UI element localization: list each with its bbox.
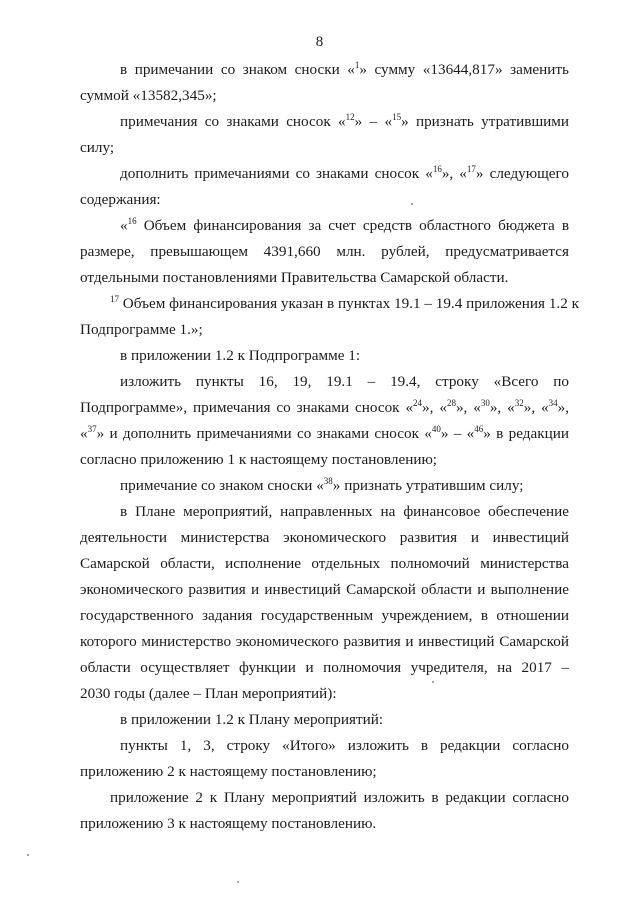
footnote-marker: 40 — [431, 424, 441, 434]
text-segment: Самарской области, исполнение отдельных полномочий министерства — [80, 555, 569, 572]
footnote-marker: 32 — [514, 398, 524, 408]
text-line — [80, 684, 569, 704]
text-segment: в приложении 1.2 к Подпрограмме 1: — [120, 347, 361, 364]
text-segment: Объем финансирования за счет средств областного бюджета в — [136, 217, 569, 234]
text-line — [80, 632, 569, 652]
text-segment: » следующего — [475, 165, 569, 182]
text-segment: деятельности министерства экономического развития и инвестиций — [80, 529, 569, 546]
text-segment: » в редакции — [483, 425, 570, 442]
text-line — [80, 606, 569, 626]
text-segment: » сумму «13644,817» заменить — [359, 61, 569, 78]
text-line — [120, 476, 569, 496]
text-segment: » и дополнить примечаниями со знаками сносок « — [96, 425, 432, 442]
text-segment: » признать утратившими — [401, 113, 570, 130]
text-line — [80, 580, 569, 600]
text-line — [80, 320, 569, 340]
text-segment: », — [557, 399, 569, 416]
footnote-marker: 34 — [548, 398, 558, 408]
text-line — [120, 164, 569, 184]
text-segment: » – « — [440, 425, 475, 442]
text-segment: Подпрограмме», примечания со знаками сносок « — [80, 399, 414, 416]
footnote-marker: 30 — [480, 398, 490, 408]
text-segment: согласно приложению 1 к настоящему постановлению; — [80, 451, 438, 468]
text-segment: в примечании со знаком сноски « — [120, 61, 355, 78]
text-segment: приложение 2 к Плану мероприятий изложить в редакции согласно — [110, 789, 569, 806]
text-segment: 2030 годы (далее – План мероприятий): — [80, 685, 337, 702]
text-segment: « — [80, 425, 88, 442]
text-segment: Объем финансирования указан в пунктах 19.1 – 19.4 приложения 1.2 к — [119, 295, 579, 312]
text-segment: силу; — [80, 139, 115, 156]
text-segment: примечание со знаком сноски « — [120, 477, 324, 494]
text-segment: », « — [489, 399, 515, 416]
text-segment: изложить пункты 16, 19, 19.1 – 19.4, строку «Всего по — [120, 373, 569, 390]
text-segment: примечания со знаками сносок « — [120, 113, 346, 130]
footnote-marker: 37 — [87, 424, 97, 434]
text-line — [120, 710, 569, 730]
text-line — [80, 424, 569, 444]
text-segment: » – « — [354, 113, 393, 130]
text-segment: отдельными постановлениями Правительства Самарской области. — [80, 269, 509, 286]
text-segment: « — [120, 217, 128, 234]
footnote-marker: 17 — [466, 164, 476, 174]
text-segment: » признать утратившим силу; — [332, 477, 524, 494]
text-segment: экономического развития и инвестиций Самарской области и выполнение — [80, 581, 569, 598]
text-segment: государственного задания государственным учреждением, в отношении — [80, 607, 569, 624]
text-segment: приложению 3 к настоящему постановлению. — [80, 815, 377, 832]
text-line — [120, 502, 569, 522]
footnote-marker: 16 — [127, 216, 137, 226]
text-line — [120, 346, 569, 366]
footnote-marker: 24 — [413, 398, 423, 408]
text-segment: », « — [441, 165, 467, 182]
text-line — [80, 528, 569, 548]
footnote-marker: 16 — [432, 164, 442, 174]
text-segment: которого министерство экономического развития и инвестиций Самарской — [80, 633, 569, 650]
footnote-marker: 17 — [110, 294, 119, 304]
text-line — [80, 814, 569, 834]
text-segment: суммой «13582,345»; — [80, 87, 217, 104]
page-number: 8 — [315, 34, 324, 50]
scan-speck — [432, 681, 434, 683]
text-line — [80, 398, 569, 418]
text-line — [120, 60, 569, 80]
text-segment: », « — [455, 399, 481, 416]
text-line — [80, 138, 569, 158]
text-segment: размере, превышающем 4391,660 млн. рублей, предусматривается — [80, 243, 569, 260]
text-segment: в приложении 1.2 к Плану мероприятий: — [120, 711, 384, 728]
footnote-marker: 1 — [354, 60, 360, 70]
text-line — [110, 294, 579, 314]
text-segment: Подпрограмме 1.»; — [80, 321, 203, 338]
text-line — [120, 372, 569, 392]
text-line — [80, 554, 569, 574]
footnote-marker: 28 — [446, 398, 456, 408]
text-line — [80, 242, 569, 262]
scan-speck — [411, 203, 413, 205]
text-line — [80, 86, 569, 106]
footnote-marker: 46 — [474, 424, 484, 434]
text-line — [80, 762, 569, 782]
text-line — [120, 736, 569, 756]
text-segment: », « — [523, 399, 549, 416]
footnote-marker: 12 — [345, 112, 355, 122]
text-segment: в Плане мероприятий, направленных на финансовое обеспечение — [120, 503, 569, 520]
scan-speck — [237, 881, 239, 883]
text-segment: содержания: — [80, 191, 161, 208]
text-line — [120, 216, 569, 236]
scan-speck — [27, 854, 29, 856]
text-segment: », « — [422, 399, 447, 416]
text-line — [80, 450, 569, 470]
text-segment: области осуществляет функции и полномочия учредителя, на 2017 – — [80, 659, 569, 676]
footnote-marker: 38 — [323, 476, 333, 486]
text-segment: приложению 2 к настоящему постановлению; — [80, 763, 377, 780]
text-line — [80, 190, 569, 210]
text-line — [120, 112, 569, 132]
text-line — [110, 788, 569, 808]
text-line — [80, 658, 569, 678]
text-line — [80, 268, 569, 288]
text-segment: пункты 1, 3, строку «Итого» изложить в редакции согласно — [120, 737, 569, 754]
footnote-marker: 15 — [392, 112, 402, 122]
text-segment: дополнить примечаниями со знаками сносок « — [120, 165, 433, 182]
